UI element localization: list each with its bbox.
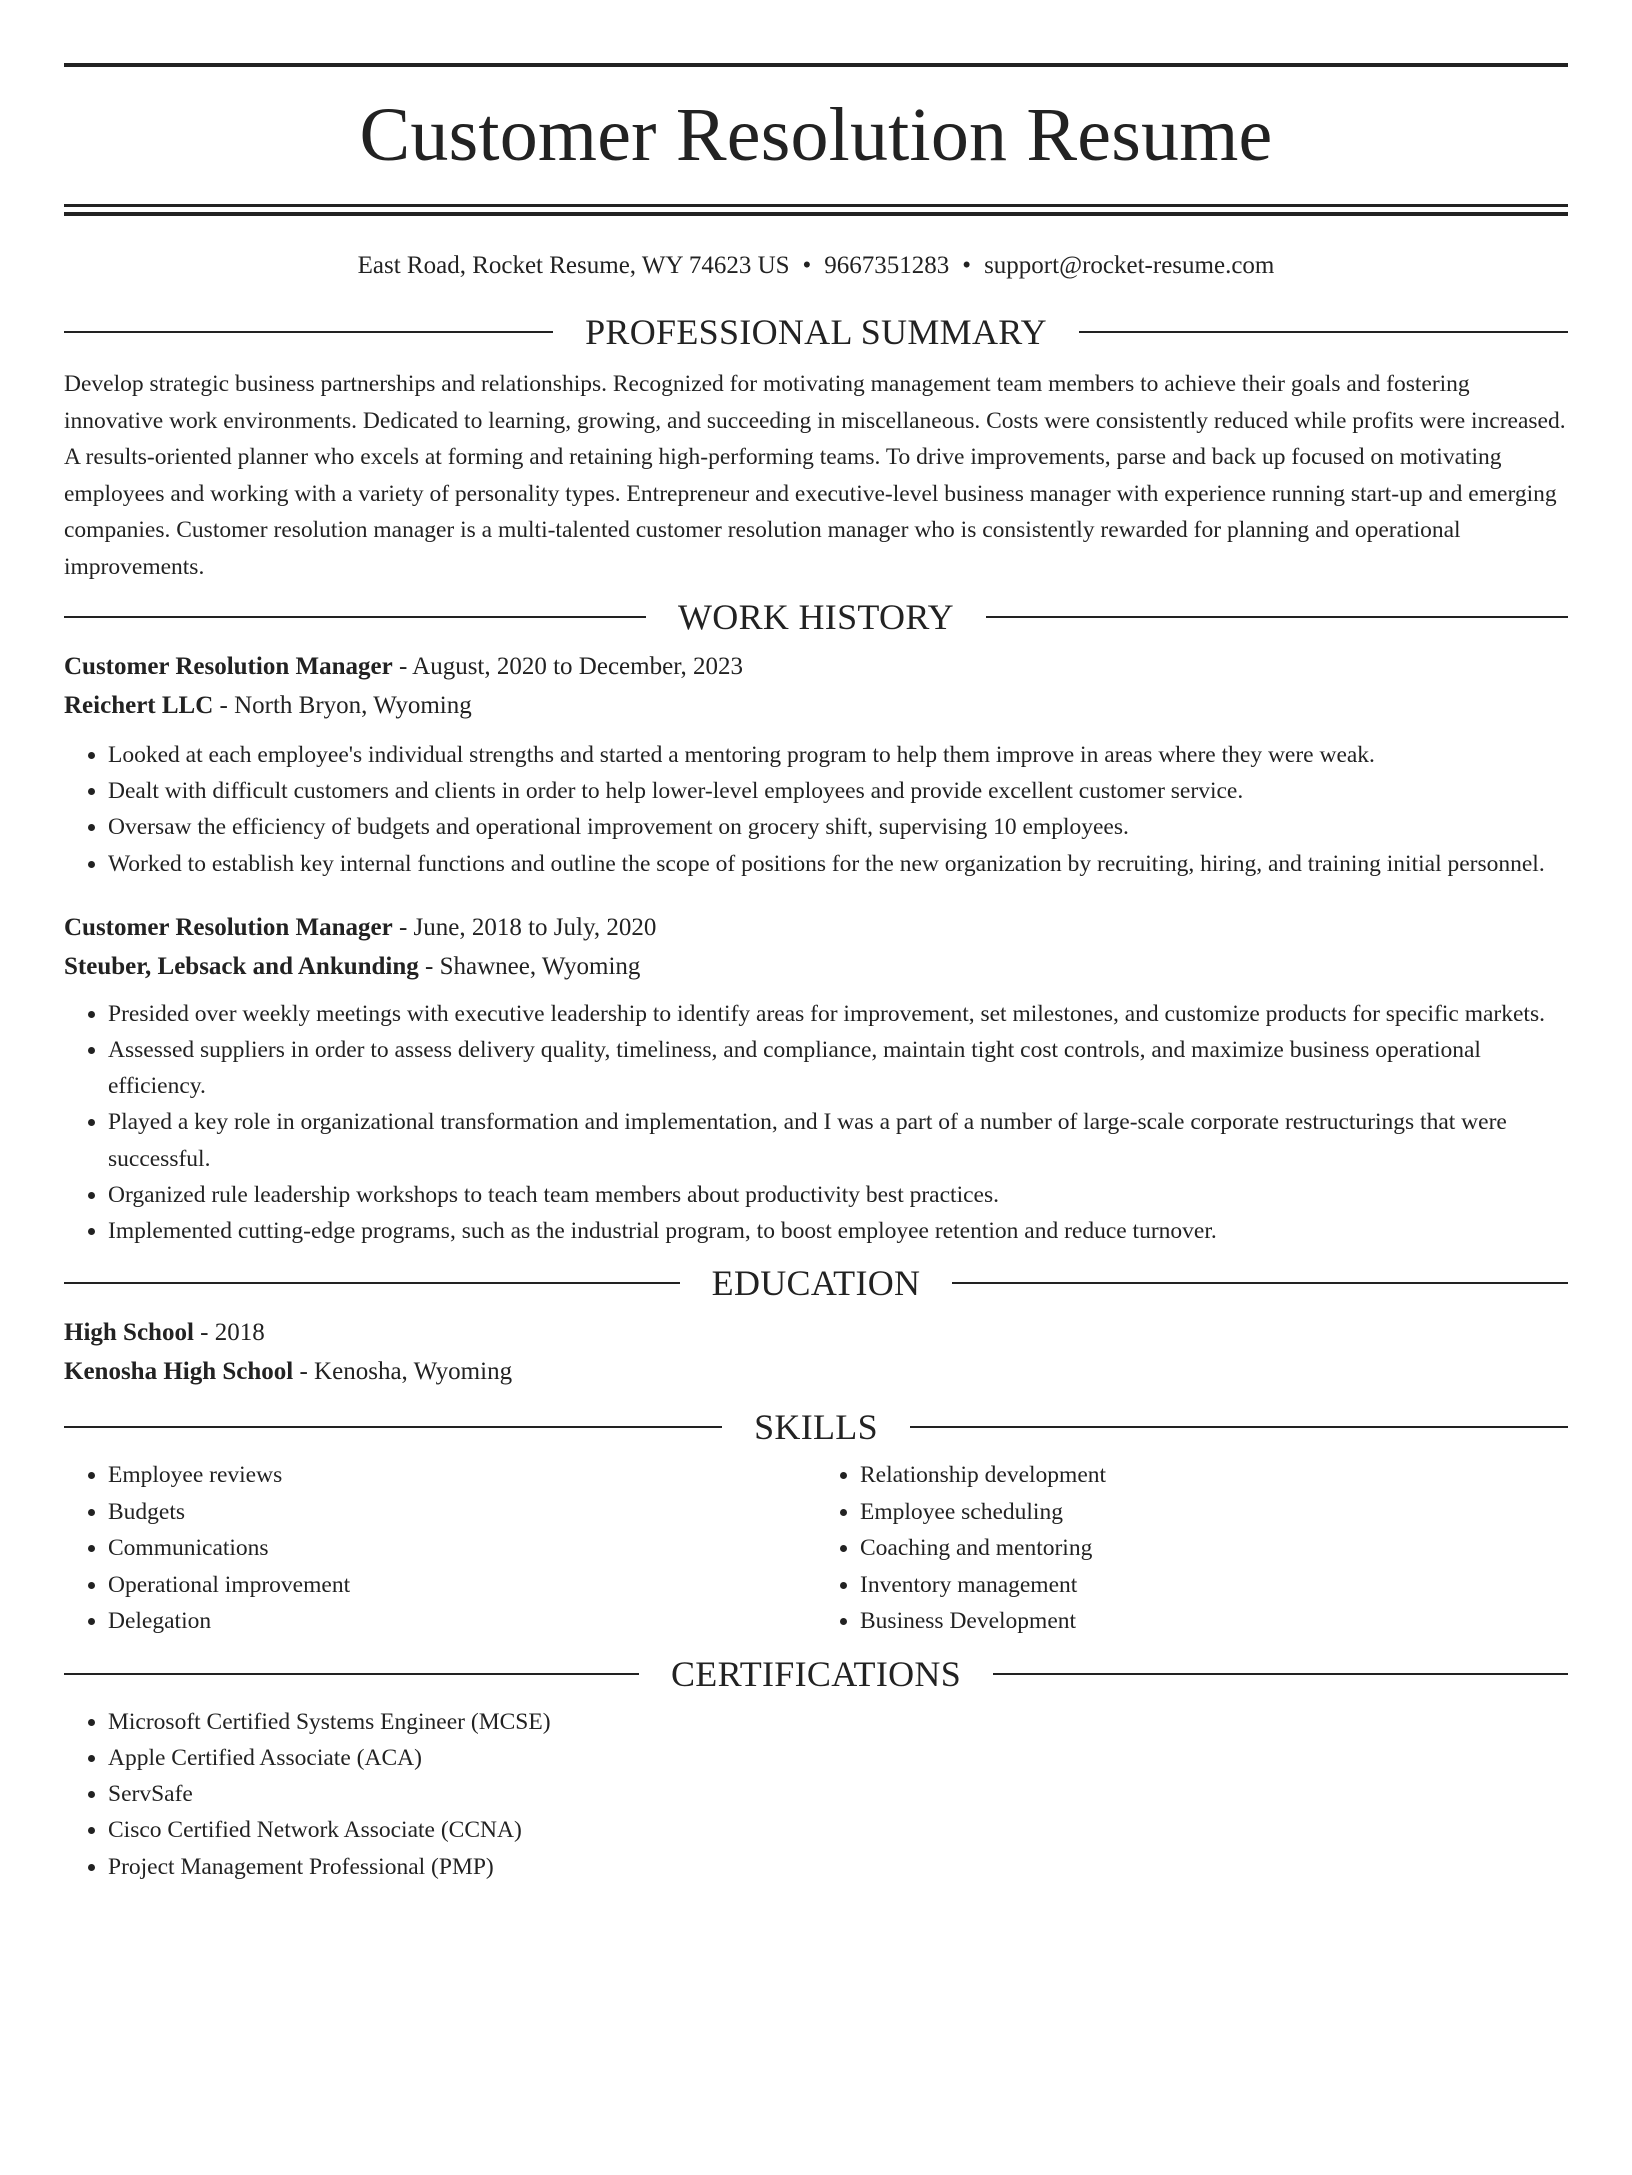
heading-rule-right bbox=[910, 1426, 1568, 1428]
summary-heading bbox=[64, 314, 1568, 350]
contact-separator: • bbox=[802, 252, 812, 279]
contact-email: support@rocket-resume.com bbox=[984, 252, 1275, 279]
heading-rule-right bbox=[1079, 331, 1568, 333]
job-bullets bbox=[64, 737, 1568, 882]
skills-column-right bbox=[816, 1457, 1568, 1640]
list-item: • Cisco Certified Network Associate (CCNA) bbox=[108, 1812, 1568, 1848]
job-title: Customer Resolution Manager bbox=[64, 913, 393, 941]
list-item: • Budgets bbox=[108, 1494, 816, 1531]
education-degree-line bbox=[64, 1313, 1568, 1352]
heading-rule-left bbox=[64, 1282, 680, 1284]
contact-phone: 9667351283 bbox=[824, 252, 950, 279]
list-item: • Operational improvement bbox=[108, 1567, 816, 1604]
certifications-list bbox=[64, 1704, 1568, 1885]
job-dates: - June, 2018 to July, 2020 bbox=[392, 913, 657, 941]
certifications-heading-label: CERTIFICATIONS bbox=[670, 1653, 962, 1694]
education-school: Kenosha High School bbox=[64, 1358, 294, 1386]
list-item: • Looked at each employee's individual strengths and started a mentoring program to help them improve in areas where they were weak. bbox=[108, 737, 1568, 773]
list-item: • Played a key role in organizational transformation and implementation, and I was a part of a number of large-scale corporate restructurings that were successful. bbox=[108, 1104, 1568, 1176]
list-item: • Presided over weekly meetings with executive leadership to identify areas for improvement, set milestones, and customize products for specific markets. bbox=[108, 996, 1568, 1032]
list-item: • ServSafe bbox=[108, 1776, 1568, 1812]
job-company: Steuber, Lebsack and Ankunding bbox=[64, 952, 419, 980]
job-title: Customer Resolution Manager bbox=[64, 653, 393, 680]
work-heading bbox=[64, 599, 1568, 635]
summary-heading-label: PROFESSIONAL SUMMARY bbox=[585, 312, 1047, 352]
job-company-line bbox=[64, 686, 1568, 725]
job-location: - North Bryon, Wyoming bbox=[213, 692, 472, 719]
work-heading-label: WORK HISTORY bbox=[678, 597, 954, 637]
certifications-heading bbox=[64, 1653, 1568, 1694]
summary-text: Develop strategic business partnerships and relationships. Recognized for motivating management team members to achieve their goals and fostering innovative work environments. Dedicated to learning, growing, and succeeding in miscellaneous. Costs were consistently reduced while profits were increased. A results-oriented planner who excels at forming and retaining high-performing teams. To drive improvements, parse and back up focused on motivating employees and working with a variety of personality types. Entrepreneur and executive-level business manager with experience running start-up and emerging companies. Customer resolution manager is a multi-talented customer resolution manager who is consistently rewarded for planning and operational improvements. bbox=[64, 371, 1566, 580]
skills-heading-label: SKILLS bbox=[754, 1407, 878, 1448]
education-entry bbox=[64, 1313, 1568, 1391]
list-item: • Coaching and mentoring bbox=[860, 1530, 1568, 1567]
list-item: • Assessed suppliers in order to assess delivery quality, timeliness, and compliance, maintain tight cost controls, and maximize business operational efficiency. bbox=[108, 1032, 1568, 1104]
contact-line bbox=[64, 253, 1568, 278]
list-item: • Communications bbox=[108, 1530, 816, 1567]
skills-column-left bbox=[64, 1457, 816, 1640]
list-item: • Oversaw the efficiency of budgets and operational improvement on grocery shift, supervising 10 employees. bbox=[108, 809, 1568, 845]
list-item: • Project Management Professional (PMP) bbox=[108, 1849, 1568, 1885]
heading-rule-left bbox=[64, 616, 646, 618]
resume-page bbox=[0, 63, 1632, 2175]
education-year: - 2018 bbox=[193, 1319, 265, 1347]
contact-separator: • bbox=[962, 252, 972, 279]
heading-rule-left bbox=[64, 331, 553, 333]
education-school-line bbox=[64, 1352, 1568, 1391]
double-rule bbox=[64, 204, 1568, 216]
heading-rule-right bbox=[986, 616, 1568, 618]
list-item: • Relationship development bbox=[860, 1457, 1568, 1494]
contact-address: East Road, Rocket Resume, WY 74623 US bbox=[357, 252, 790, 279]
education-location: - Kenosha, Wyoming bbox=[293, 1358, 513, 1386]
list-item: • Apple Certified Associate (ACA) bbox=[108, 1740, 1568, 1776]
heading-rule-right bbox=[952, 1282, 1568, 1284]
list-item: • Business Development bbox=[860, 1603, 1568, 1640]
top-rule bbox=[64, 63, 1568, 67]
list-item: • Organized rule leadership workshops to teach team members about productivity best practices. bbox=[108, 1177, 1568, 1213]
resume-title: Customer Resolution Resume bbox=[359, 93, 1273, 177]
list-item: • Employee scheduling bbox=[860, 1494, 1568, 1531]
list-item: • Implemented cutting-edge programs, such as the industrial program, to boost employee retention and reduce turnover. bbox=[108, 1213, 1568, 1249]
job-entry-1 bbox=[64, 647, 1568, 882]
heading-rule-left bbox=[64, 1426, 722, 1428]
list-item: • Employee reviews bbox=[108, 1457, 816, 1494]
education-heading bbox=[64, 1263, 1568, 1304]
skills-grid bbox=[64, 1457, 1568, 1640]
job-bullets bbox=[64, 996, 1568, 1249]
education-degree: High School bbox=[64, 1319, 194, 1347]
list-item: • Delegation bbox=[108, 1603, 816, 1640]
job-entry-2 bbox=[64, 908, 1568, 1249]
heading-rule-left bbox=[64, 1673, 639, 1675]
education-heading-label: EDUCATION bbox=[711, 1263, 921, 1304]
heading-rule-right bbox=[993, 1673, 1568, 1675]
list-item: • Microsoft Certified Systems Engineer (MCSE) bbox=[108, 1704, 1568, 1740]
list-item: • Dealt with difficult customers and clients in order to help lower-level employees and provide excellent customer service. bbox=[108, 773, 1568, 809]
list-item: • Worked to establish key internal functions and outline the scope of positions for the new organization by recruiting, hiring, and training initial personnel. bbox=[108, 846, 1568, 882]
list-item: • Inventory management bbox=[860, 1567, 1568, 1604]
job-title-line bbox=[64, 908, 1568, 947]
job-location: - Shawnee, Wyoming bbox=[418, 952, 641, 980]
job-company-line bbox=[64, 947, 1568, 986]
job-company: Reichert LLC bbox=[64, 692, 214, 719]
job-dates: - August, 2020 to December, 2023 bbox=[392, 653, 744, 680]
job-title-line bbox=[64, 647, 1568, 686]
skills-heading bbox=[64, 1407, 1568, 1448]
